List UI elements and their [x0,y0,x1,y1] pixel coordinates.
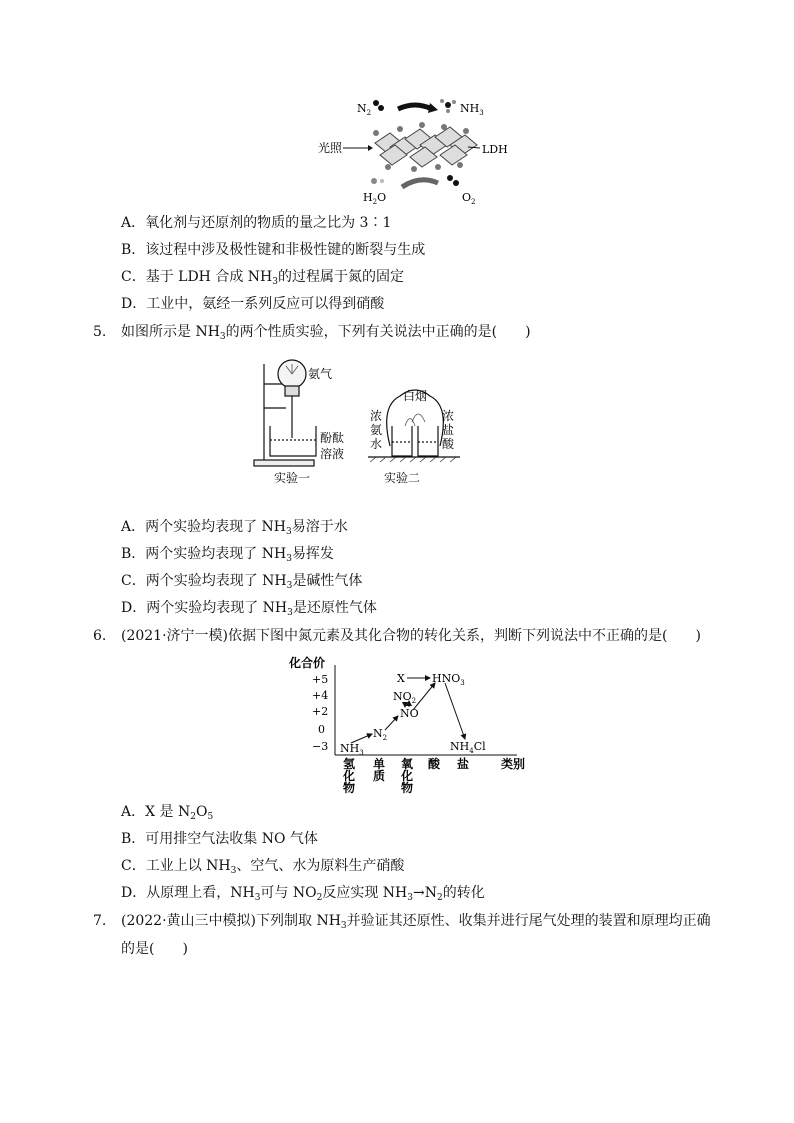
y-tick: −3 [312,740,329,753]
light-label: 光照 [318,141,343,155]
nh3-molecule-atom [445,102,451,108]
phenolphthalein-label-1: 酚酞 [320,431,345,445]
nitrogen-valence-diagram [285,655,535,795]
q4-option-b: B．该过程中涉及极性键和非极性键的断裂与生成 [121,242,426,258]
y-tick: +4 [312,689,329,702]
category-hydride: 物 [343,781,356,795]
arrowhead [428,103,438,113]
no2-node: $NO_2$ [393,690,417,705]
o2-molecule-atom [453,180,459,186]
ammonia-label: 氨气 [308,367,333,381]
category-oxide: 物 [401,781,414,795]
ground-hatching [370,457,456,462]
q7-number: 7. [93,913,107,929]
q5-experiment-figure [250,356,460,486]
nh3-label: $NH_3$ [460,102,484,117]
q6-option-a: A．X 是 $N_2O_5$ [121,804,214,822]
conc-ammonia-label-2: 氨 [370,423,383,437]
n2-molecule-atom [373,100,379,106]
q6-option-d: D．从原理上看，$NH_3$可与 $NO_2$反应实现 $NH_3\to N_2$的转化 [121,885,485,903]
q5-option-d: D．两个实验均表现了 $NH_3$是还原性气体 [121,600,377,618]
conc-hcl-label-1: 浓 [442,409,455,423]
ldh-figure [310,95,520,210]
q5-number: 5. [93,324,107,340]
q4-option-c: C．基于 LDH 合成 $NH_3$的过程属于氮的固定 [121,269,404,287]
nh3-molecule-atom [440,99,444,103]
n2-molecule-atom [378,105,384,111]
ldh-layer-structure [375,127,477,167]
conc-ammonia-label-1: 浓 [370,409,383,423]
nh3-molecule-atom [452,100,456,104]
ldh-diagram [310,95,520,210]
q7-stem-line-2: 的是( ) [121,941,188,957]
exp2-caption: 实验二 [384,471,421,485]
category-element: 质 [373,769,386,783]
y-axis-label: 化合价 [289,656,326,670]
n2-node: $N_2$ [373,727,388,742]
nh3-molecule-atom [446,109,450,113]
exp1-apparatus [254,360,316,466]
y-tick: +5 [312,673,329,686]
y-tick: +2 [312,705,329,718]
q7-stem-line-1: (2022·黄山三中模拟)下列制取 $NH_3$并验证其还原性、收集并进行尾气处理的装置和原理均正确 [121,913,711,931]
category-element: 单 [373,757,386,771]
q6-option-b: B．可用排空气法收集 NO 气体 [121,831,318,847]
q5-option-b: B．两个实验均表现了 $NH_3$易挥发 [121,546,334,564]
category-salt: 盐 [457,757,470,771]
o2-label: $O_2$ [462,191,476,206]
hno3-node: $HNO_3$ [432,672,465,687]
q5-option-c: C．两个实验均表现了 $NH_3$是碱性气体 [121,573,363,591]
bottom-curved-arrow [402,180,438,187]
no-node: NO [400,707,419,720]
x-axis-label: 类别 [501,757,526,771]
q6-option-c: C．工业上以 $NH_3$、空气、水为原料生产硝酸 [121,858,405,876]
x-node: X [397,672,405,685]
category-hydride: 氢 [343,757,356,771]
top-curved-arrow [398,105,432,109]
nh4cl-node: $NH_4Cl$ [450,740,486,755]
q4-option-d: D．工业中，氨经一系列反应可以得到硝酸 [121,296,385,312]
q5-stem: 如图所示是 $NH_3$的两个性质实验，下列有关说法中正确的是( ) [121,324,531,342]
q6-number: 6. [93,628,107,644]
white-smoke-curls [405,414,425,426]
q5-option-a: A．两个实验均表现了 $NH_3$易溶于水 [121,519,348,537]
h2o-label: $H_2O$ [363,191,387,206]
category-oxide: 化 [401,769,414,783]
h2o-molecule-atom [371,178,377,184]
q5-apparatus-diagram [250,356,460,486]
x-categories [342,756,525,795]
n2-label: $N_2$ [357,102,372,117]
category-oxide: 氧 [401,757,414,771]
h2o-molecule-atom [380,179,384,183]
category-acid: 酸 [428,757,441,771]
phenolphthalein-label-2: 溶液 [320,447,345,461]
nh3-node: $NH_3$ [340,742,364,757]
conc-hcl-label-3: 酸 [442,437,455,451]
category-hydride: 化 [343,769,356,783]
ldh-label: LDH [482,143,508,156]
arrowhead [368,145,373,151]
q4-option-a: A．氧化剂与还原剂的物质的量之比为 3∶1 [121,215,392,231]
y-tick: 0 [318,723,325,736]
conc-hcl-label-2: 盐 [442,423,455,437]
white-smoke-label: 白烟 [403,389,428,403]
exp1-caption: 实验一 [274,471,311,485]
o2-molecule-atom [447,175,453,181]
q6-valence-figure [285,655,535,795]
conc-ammonia-label-3: 水 [370,437,383,451]
q6-stem: (2021·济宁一模)依据下图中氮元素及其化合物的转化关系，判断下列说法中不正确的是( ) [121,628,701,644]
